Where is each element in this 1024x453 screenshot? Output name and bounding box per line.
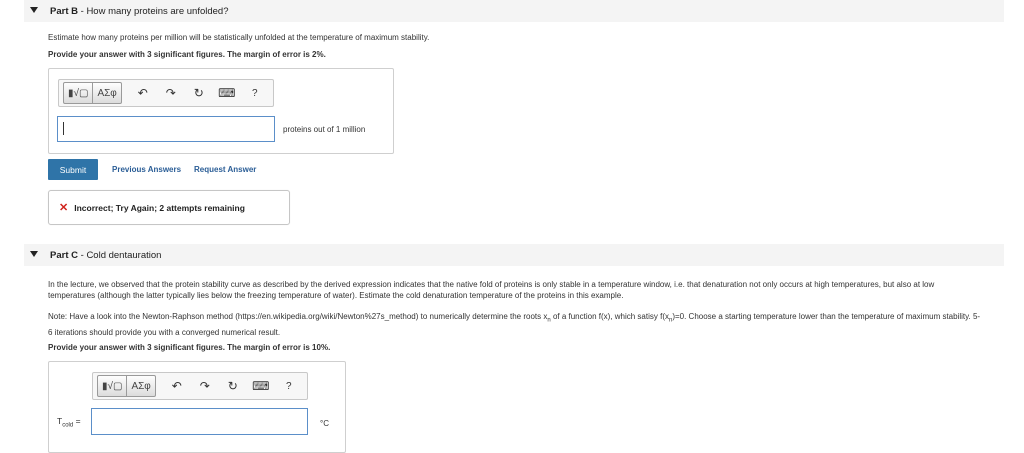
templates-icon[interactable]: ▮√▢	[68, 87, 89, 99]
part-b-instruction: Provide your answer with 3 significant figures. The margin of error is 2%.	[48, 50, 326, 59]
undo-icon[interactable]: ↶	[137, 86, 148, 100]
part-b-answer-input[interactable]	[57, 116, 275, 142]
part-b-units: proteins out of 1 million	[283, 125, 366, 134]
text-cursor	[63, 122, 64, 135]
math-templates-button-group	[63, 82, 122, 104]
keyboard-icon[interactable]: ⌨	[218, 86, 236, 100]
greek-symbols-button[interactable]: ΑΣφ	[126, 376, 154, 396]
part-b-title: Part B - How many proteins are unfolded?	[50, 5, 229, 17]
part-c-label: Part C	[50, 249, 78, 261]
part-c-answer-input[interactable]	[91, 408, 308, 435]
part-b-title-text: How many proteins are unfolded?	[86, 5, 229, 17]
help-icon[interactable]: ?	[286, 380, 292, 392]
part-c-paragraph: In the lecture, we observed that the protein stability curve as described by the derived expression indicates that the native fold of proteins is only stable in a temperature window, i.e. that denaturation not only occurs at high temperatures, but also at low temperatures (although the latter typically lies below the freezing temperature of water). Estimate the cold denaturation temperature of the proteins in this example.	[48, 280, 935, 300]
note-subscript-1: n	[547, 317, 551, 324]
previous-answers-link[interactable]: Previous Answers	[112, 165, 182, 174]
note-text-2: of a function f(x), which satisy f(x	[550, 312, 669, 321]
part-c-math-toolbar	[92, 372, 308, 400]
redo-icon[interactable]: ↷	[165, 86, 176, 100]
help-icon[interactable]: ?	[252, 87, 258, 99]
incorrect-x-icon: ✕	[59, 202, 69, 214]
part-c-title-text: Cold dentauration	[86, 249, 162, 261]
reset-icon[interactable]: ↻	[227, 379, 238, 393]
collapse-caret-icon[interactable]	[30, 7, 38, 13]
feedback-text: Incorrect; Try Again; 2 attempts remaining	[74, 202, 245, 213]
reset-icon[interactable]: ↻	[193, 86, 204, 100]
collapse-caret-icon[interactable]	[30, 251, 38, 257]
part-b-label: Part B	[50, 5, 78, 17]
part-b-math-toolbar	[58, 79, 274, 107]
part-c-units: °C	[320, 419, 329, 428]
part-c-note	[48, 311, 983, 338]
request-answer-link[interactable]: Request Answer	[194, 165, 257, 174]
undo-icon[interactable]: ↶	[171, 379, 182, 393]
part-c-header[interactable]	[24, 244, 1004, 266]
keyboard-icon[interactable]: ⌨	[252, 379, 270, 393]
part-b-question: Estimate how many proteins per million will be statistically unfolded at the temperature of maximum stability.	[48, 33, 430, 42]
submit-button[interactable]: Submit	[48, 159, 98, 180]
math-templates-button-group	[97, 375, 156, 397]
greek-symbols-button[interactable]: ΑΣφ	[92, 83, 120, 103]
t-cold-label	[57, 416, 81, 432]
t-cold-equals: =	[73, 416, 81, 426]
feedback-message	[48, 190, 290, 225]
part-b-header[interactable]	[24, 0, 1004, 22]
note-text-1: Note: Have a look into the Newton-Raphson method (https://en.wikipedia.org/wiki/Newton%27s_method) to numerically determine the roots x	[48, 312, 548, 321]
t-cold-subscript: cold	[62, 422, 74, 429]
part-c-title: Part C - Cold dentauration	[50, 249, 162, 261]
redo-icon[interactable]: ↷	[199, 379, 210, 393]
note-subscript-2: n	[668, 317, 673, 324]
part-c-instruction: Provide your answer with 3 significant figures. The margin of error is 10%.	[48, 343, 331, 352]
t-cold-var: T	[57, 416, 63, 426]
note-text-3: )=0. Choose a starting temperature lower than the temperature of maximum stability. 5-6 iterations should provide you with a converged numerical result.	[48, 312, 981, 337]
templates-icon[interactable]: ▮√▢	[102, 380, 123, 392]
